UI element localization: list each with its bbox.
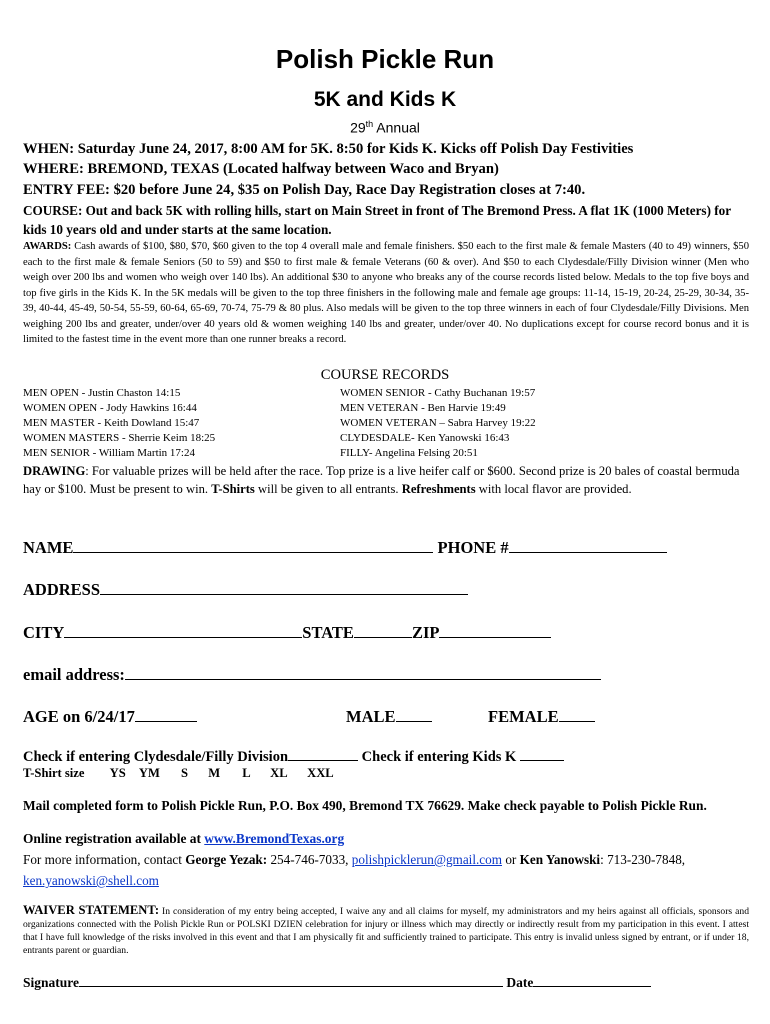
online-registration — [23, 831, 344, 847]
record-entry: MEN SENIOR - William Martin 17:24 — [23, 447, 195, 459]
address-label: ADDRESS — [23, 580, 101, 599]
waiver-statement — [23, 904, 749, 957]
mail-instructions: Mail completed form to Polish Pickle Run, P.O. Box 490, Bremond TX 76629. Make check payable to Polish Pickle Run. — [23, 798, 707, 813]
records-left-column — [23, 386, 215, 461]
female-label: FEMALE — [488, 707, 559, 726]
waiver-label: WAIVER STATEMENT: — [23, 903, 160, 917]
zip-label: ZIP — [411, 623, 440, 642]
contact2-email-link[interactable]: ken.yanowski@shell.com — [23, 873, 159, 888]
tshirt-size-label: T-Shirt size — [23, 766, 85, 780]
male-checkbox[interactable] — [396, 707, 432, 722]
contact1-phone: 254-746-7033, — [267, 852, 352, 867]
age-label: AGE on 6/24/17 — [23, 707, 135, 726]
female-checkbox[interactable] — [559, 707, 595, 722]
drawing-text: : For valuable prizes will be held after the race. Top prize is a live heifer calf or $600. Second prize is 20 bales of coastal bermuda hay or $100. Must be present to win. — [23, 464, 740, 496]
record-entry: MEN VETERAN - Ben Harvie 19:49 — [340, 402, 506, 414]
awards-paragraph — [23, 239, 749, 348]
name-field[interactable] — [73, 538, 433, 553]
city-state-zip-row — [23, 623, 551, 643]
awards-text: Cash awards of $100, $80, $70, $60 given to the top 4 overall male and female finishers. $50 each to the first male & female Masters (40 to 49) winners, $50 each to the first male & female Seniors (50 to 59) and $50 to first male & female Veterans (60 & over). And $50 to each Clydesdale/Filly Division winner (Men who weigh over 200 lbs and women who weigh over 140 lbs). An additional $30 to anyone who breaks any of the course records listed below. Medals to the top five boys and top five girls in the Kids K. In the 5K medals will be given to the top three finishers in the following male and female age groups: 11-14, 15-19, 20-24, 25-29, 30-34, 35-39, 40-44, 45-49, 50-54, 55-59, 60-64, 65-69, 70-74, 75-79 & 80 plus. Also medals will be given to the top three winners in each of four Clydesdale/Filly Divisions. Men weighing 200 lbs and greater, under/over 40 years old & women weighing 140 lbs and greater, under/over 40. No duplications except for course record bonus and it is limited to the fastest time in the event more than one runner breaks a record. — [23, 241, 749, 345]
website-link[interactable]: www.BremondTexas.org — [204, 831, 345, 846]
size-option-xl[interactable]: XL — [270, 766, 287, 780]
size-option-m[interactable]: M — [208, 766, 221, 780]
contact1-name: George Yezak: — [185, 852, 268, 867]
tshirt-row — [23, 766, 334, 781]
address-row — [23, 580, 468, 600]
record-entry: CLYDESDALE- Ken Yanowski 16:43 — [340, 432, 510, 444]
record-entry: WOMEN MASTERS - Sherrie Keim 18:25 — [23, 432, 216, 444]
drawing-text: will be given to all entrants. — [254, 482, 402, 496]
signature-row — [23, 975, 651, 991]
clydesdale-checkbox[interactable] — [288, 748, 358, 761]
record-entry: MEN MASTER - Keith Dowland 15:47 — [23, 417, 200, 429]
drawing-text: with local flavor are provided. — [475, 482, 632, 496]
kids-k-label: Check if entering Kids K — [358, 749, 520, 765]
annual-word: Annual — [373, 119, 420, 136]
awards-label: AWARDS: — [23, 241, 72, 252]
phone-field[interactable] — [509, 538, 667, 553]
page-subtitle: 5K and Kids K — [313, 88, 457, 111]
date-field[interactable] — [533, 975, 651, 987]
division-row — [23, 748, 564, 766]
size-option-ym[interactable]: YM — [138, 766, 160, 780]
city-field[interactable] — [64, 623, 302, 638]
contact2-name: Ken Yanowski — [519, 852, 601, 867]
email-label: email address: — [23, 665, 125, 684]
contact2-phone: : 713-230-7848, — [600, 852, 686, 867]
tshirts-label: T-Shirts — [211, 482, 255, 496]
where-line: WHERE: BREMOND, TEXAS (Located halfway between Waco and Bryan) — [23, 161, 499, 177]
city-label: CITY — [23, 623, 65, 642]
male-row — [346, 707, 432, 727]
records-right-column — [340, 386, 536, 461]
page-title: Polish Pickle Run — [275, 44, 495, 74]
annual-number: 29 — [350, 119, 366, 136]
refreshments-label: Refreshments — [401, 482, 476, 496]
record-entry: WOMEN SENIOR - Cathy Buchanan 19:57 — [340, 387, 536, 399]
when-line: WHEN: Saturday June 24, 2017, 8:00 AM for 5K. 8:50 for Kids K. Kicks off Polish Day Festivities — [23, 141, 634, 157]
size-option-l[interactable]: L — [242, 766, 250, 780]
name-phone-row — [23, 538, 667, 558]
name-label: NAME — [23, 538, 74, 557]
size-option-ys[interactable]: YS — [109, 766, 126, 780]
waiver-text: In consideration of my entry being accepted, I waive any and all claims for myself, my administrators and my heirs against all officials, sponsors and organizations connected with the Polish Pickle Run or POLSKI DZIEN celebration for injury or illness which may directly or indirectly result from my participation in this event. I attest that I have full knowledge of the risks involved in this event and that I am physically fit and sufficiently trained to participate. This entry is invalid unless signed by entrant, or if under 18, entrants parent or guardian. — [23, 906, 749, 956]
entry-fee-line: ENTRY FEE: $20 before June 24, $35 on Polish Day, Race Day Registration closes at 7:40. — [23, 182, 586, 198]
age-row — [23, 707, 197, 727]
contact-or: or — [502, 852, 520, 867]
contact-intro: For more information, contact — [23, 852, 186, 867]
record-entry: MEN OPEN - Justin Chaston 14:15 — [23, 387, 181, 399]
address-field[interactable] — [100, 580, 468, 595]
course-records-title: COURSE RECORDS — [320, 367, 450, 383]
record-entry: FILLY- Angelina Felsing 20:51 — [340, 447, 478, 459]
age-field[interactable] — [135, 707, 197, 722]
state-label: STATE — [302, 623, 354, 642]
annual-suffix: th — [365, 119, 374, 129]
size-option-s[interactable]: S — [181, 766, 189, 780]
date-label: Date — [503, 975, 534, 990]
signature-label: Signature — [23, 975, 80, 990]
contact1-email-link[interactable]: polishpicklerun@gmail.com — [351, 852, 503, 867]
online-label: Online registration available at — [23, 831, 205, 846]
clydesdale-label: Check if entering Clydesdale/Filly Division — [23, 749, 289, 765]
phone-label: PHONE # — [433, 538, 509, 557]
contact-info — [23, 849, 749, 891]
male-label: MALE — [346, 707, 396, 726]
size-option-xxl[interactable]: XXL — [307, 766, 334, 780]
zip-field[interactable] — [439, 623, 551, 638]
state-field[interactable] — [354, 623, 412, 638]
annual-label — [0, 119, 770, 136]
drawing-label: DRAWING — [23, 464, 86, 478]
female-row — [488, 707, 595, 727]
record-entry: WOMEN OPEN - Jody Hawkins 16:44 — [23, 402, 197, 414]
drawing-paragraph — [23, 462, 749, 498]
kids-k-checkbox[interactable] — [520, 748, 564, 761]
signature-field[interactable] — [79, 975, 503, 987]
record-entry: WOMEN VETERAN – Sabra Harvey 19:22 — [340, 417, 536, 429]
course-description: COURSE: Out and back 5K with rolling hills, start on Main Street in front of The Bremond Press. A flat 1K (1000 Meters) for kids 10 years old and under starts at the same location. — [23, 203, 731, 237]
email-row — [23, 665, 601, 685]
email-field[interactable] — [125, 665, 601, 680]
